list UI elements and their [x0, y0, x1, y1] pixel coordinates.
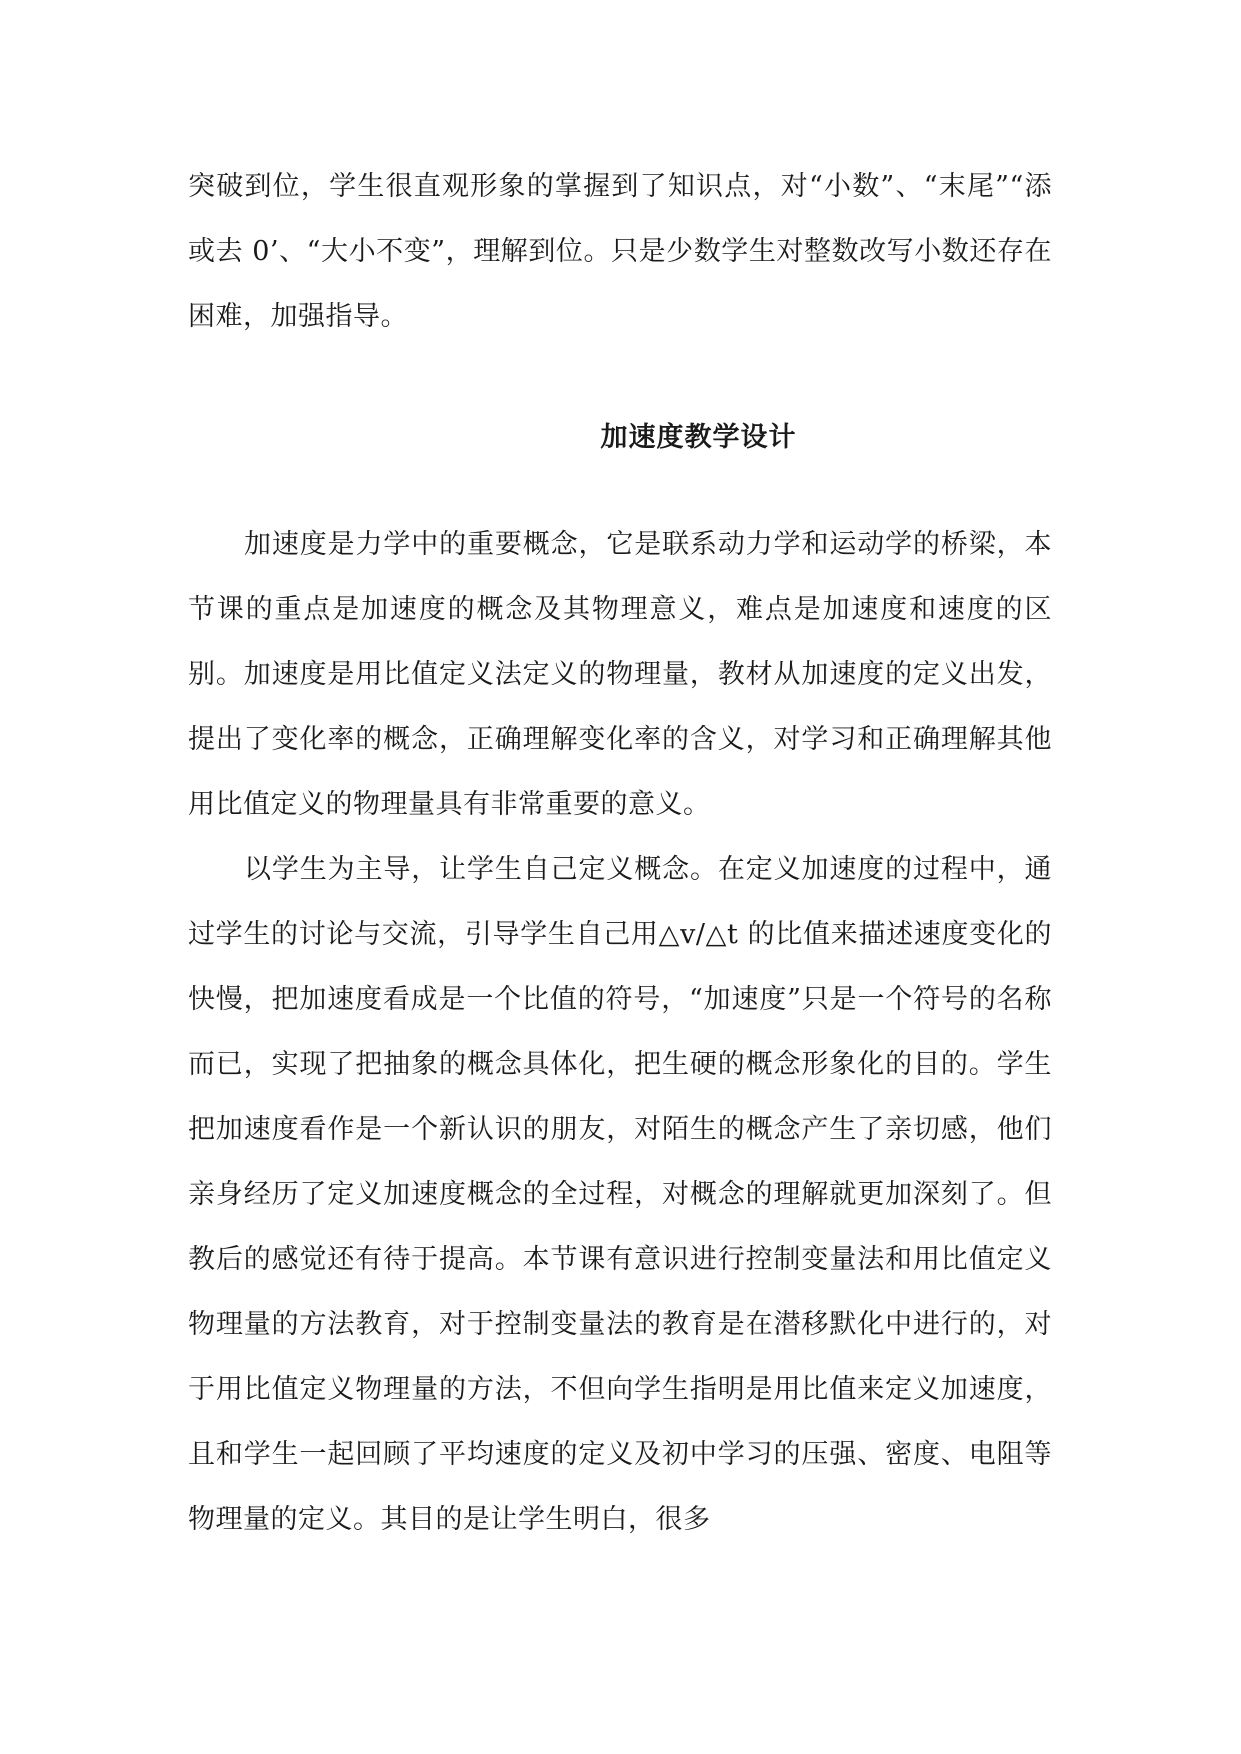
intro-text-block	[188, 154, 1052, 349]
body-paragraph-2: 以学生为主导，让学生自己定义概念。在定义加速度的过程中，通过学生的讨论与交流，引导学生自己用△v/△t 的比值来描述速度变化的快慢，把加速度看成是一个比值的符号，“加速度”只是一个符号的名称而已，实现了把抽象的概念具体化，把生硬的概念形象化的目的。学生把加速度看作是一个新认识的朋友，对陌生的概念产生了亲切感，他们亲身经历了定义加速度概念的全过程，对概念的理解就更加深刻了。但教后的感觉还有待于提高。本节课有意识进行控制变量法和用比值定义物理量的方法教育，对于控制变量法的教育是在潜移默化中进行的，对于用比值定义物理量的方法，不但向学生指明是用比值来定义加速度，且和学生一起回顾了平均速度的定义及初中学习的压强、密度、电阻等物理量的定义。其目的是让学生明白，很多	[188, 854, 1052, 1535]
section-title: 加速度教学设计	[600, 422, 797, 453]
body-text-block	[188, 512, 1052, 1552]
section-heading	[0, 418, 1241, 458]
intro-paragraph: 突破到位，学生很直观形象的掌握到了知识点，对“小数”、“末尾”“添或去 0’、“大小不变”，理解到位。只是少数学生对整数改写小数还存在困难，加强指导。	[188, 171, 1052, 332]
body-paragraph-1: 加速度是力学中的重要概念，它是联系动力学和运动学的桥梁，本节课的重点是加速度的概念及其物理意义，难点是加速度和速度的区别。加速度是用比值定义法定义的物理量，教材从加速度的定义出发，提出了变化率的概念，正确理解变化率的含义，对学习和正确理解其他用比值定义的物理量具有非常重要的意义。	[188, 529, 1052, 820]
